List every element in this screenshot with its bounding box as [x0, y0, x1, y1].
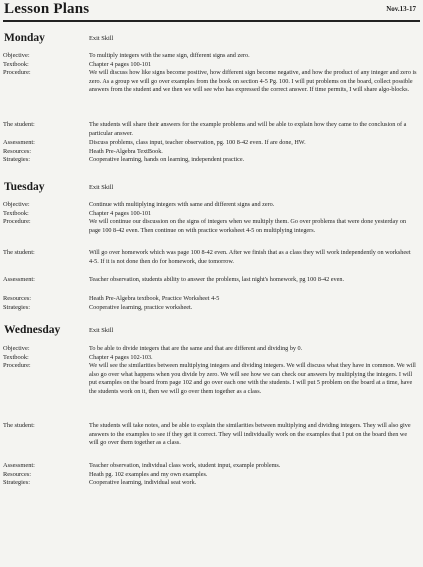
- monday-assessment-label: Assessment:: [3, 139, 35, 146]
- tuesday-strategies: Cooperative learning, practice worksheet.: [89, 303, 193, 311]
- tuesday-textbook: Chapter 4 pages 100-101: [89, 209, 152, 217]
- monday-strategies-label: Strategies:: [3, 156, 30, 164]
- monday-strategies: Cooperative learning, hands on learning, independent practice.: [89, 156, 245, 164]
- monday-student: The students will share their answers for the example problems and will be able to explain how they came to the conclusion of a particular answer.: [89, 121, 407, 137]
- wednesday-textbook-label: Textbook:: [3, 353, 29, 361]
- date-range: Nov.13-17: [386, 5, 416, 13]
- wednesday-exit-skill: Exit Skill: [89, 327, 114, 334]
- wednesday-textbook: Chapter 4 pages 102-103.: [89, 353, 153, 361]
- tuesday-student: Will go over homework which was page 100 8-42 even. After we finish that as a class they will work independently on worksheet 4-5. If it is not done then do for homework, due tomorrow.: [89, 249, 411, 265]
- wednesday-student-label: The student:: [3, 422, 35, 429]
- wednesday-strategies: Cooperative learning, individual seat work.: [89, 479, 197, 487]
- tuesday-assessment: Teacher observation, students ability to answer the problems, last night's homework, pg 100 8-42 even.: [89, 276, 345, 283]
- tuesday-resources-label: Resources:: [3, 295, 32, 302]
- wednesday-procedure-label: Procedure:: [3, 362, 31, 370]
- wednesday-assessment-label: Assessment:: [3, 462, 35, 469]
- monday-procedure: We will discuss how like signs become positive, how different sign become negative, and how the product of any integer and zero is zero. As a group we will go over examples from the book on section 4-5 Pg. 100. I will put problems on the board, collect possible answers from the student and we then we will see who has expressed the correct answer. If time permits, I will share algo-blocks.: [89, 69, 417, 94]
- wednesday-heading: Wednesday: [4, 324, 61, 336]
- wednesday-objective: To be able to divide integers that are the same and that are different and dividing by 0.: [89, 345, 303, 352]
- wednesday-student: The students will take notes, and be able to explain the similarities between multiplying and dividing integers. They will also give answers to the examples to see if they get it correct. They will individually work on the examples that I put on the board then we will go over them together as a class.: [89, 422, 411, 447]
- tuesday-procedure: We will continue our discussion on the signs of integers when we multiply them. Go over problems that were done yesterday on page 100 8-42 even. Then continue on with practice worksheet 4-5 on multiplying integers.: [89, 218, 407, 234]
- tuesday-heading: Tuesday: [4, 181, 45, 193]
- wednesday-objective-label: Objective:: [3, 345, 30, 352]
- wednesday-strategies-label: Strategies:: [3, 479, 30, 487]
- tuesday-textbook-label: Textbook:: [3, 209, 29, 217]
- wednesday-resources-label: Resources:: [3, 470, 32, 478]
- monday-resources: Heath Pre-Algebra TextBook.: [89, 147, 163, 155]
- tuesday-student-label: The student:: [3, 249, 35, 256]
- monday-objective: To multiply integers with the same sign, different signs and zero.: [89, 52, 250, 59]
- monday-student-label: The student:: [3, 121, 35, 128]
- monday-textbook-label: Textbook:: [3, 60, 29, 68]
- header-rule: [3, 20, 420, 22]
- page-title: Lesson Plans: [4, 1, 90, 17]
- wednesday-assessment: Teacher observation, individual class work, student input, example problems.: [89, 462, 281, 469]
- tuesday-exit-skill: Exit Skill: [89, 184, 114, 191]
- monday-heading: Monday: [4, 32, 45, 44]
- monday-objective-label: Objective:: [3, 52, 30, 59]
- wednesday-resources: Heath pg. 102 examples and my own examples.: [89, 470, 208, 478]
- tuesday-procedure-label: Procedure:: [3, 218, 31, 226]
- wednesday-procedure: We will see the similarities between multiplying integers and dividing integers. We will discuss what they have in common. We will also go over what happens when you divide by zero. We will see how we can check our answers by multiplying the integers. I will put examples on the board from page 102 and go over each one with the students. I will put 5 problem on the board at a time, have the students work on it, then we will go over them together as a class.: [89, 362, 416, 395]
- monday-resources-label: Resources:: [3, 147, 32, 155]
- tuesday-assessment-label: Assessment:: [3, 276, 35, 283]
- monday-procedure-label: Procedure:: [3, 69, 31, 77]
- tuesday-objective-label: Objective:: [3, 201, 30, 208]
- monday-textbook: Chapter 4 pages 100-101: [89, 60, 152, 68]
- tuesday-strategies-label: Strategies:: [3, 303, 30, 311]
- tuesday-objective: Continue with multiplying integers with same and different signs and zero.: [89, 201, 275, 208]
- monday-exit-skill: Exit Skill: [89, 35, 114, 42]
- tuesday-resources: Heath Pre-Algebra textbook, Practice Worksheet 4-5: [89, 295, 220, 302]
- monday-assessment: Discuss problems, class input, teacher observation, pg. 100 8-42 even. If are done, HW.: [89, 139, 306, 146]
